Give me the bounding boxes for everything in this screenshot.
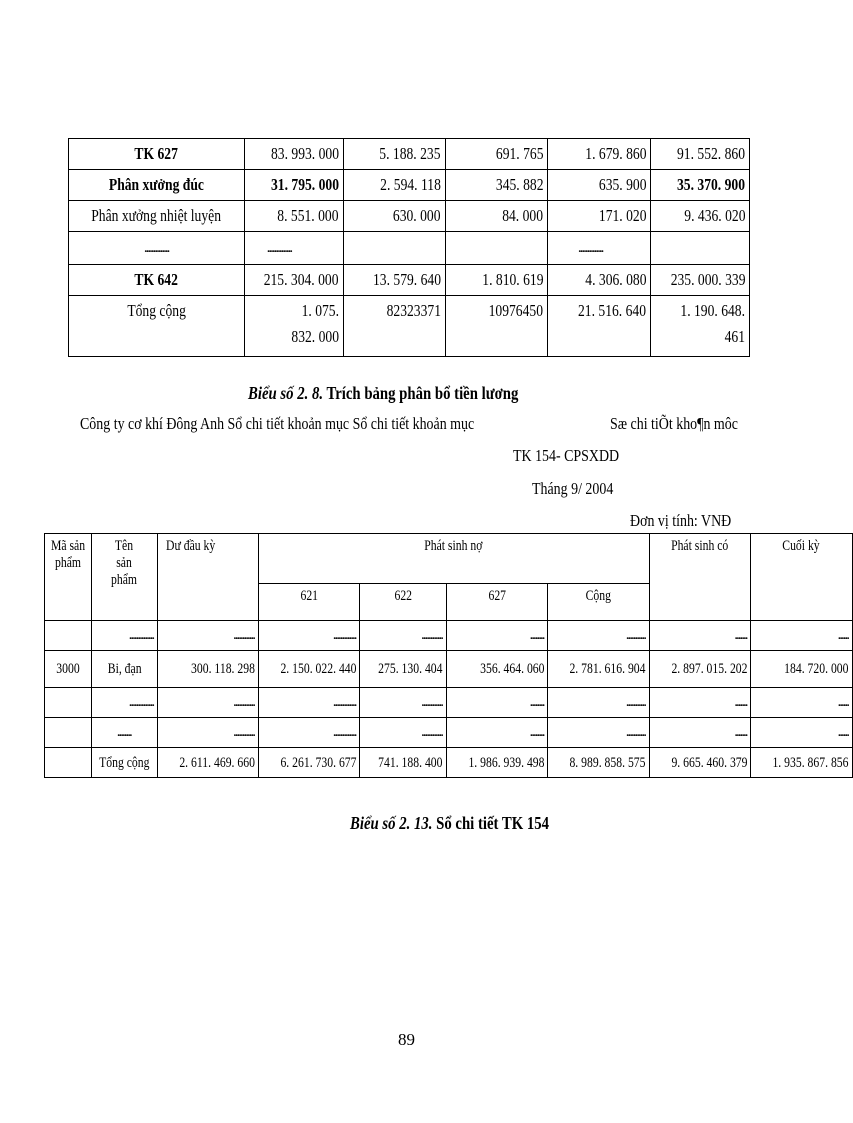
table-row [69,201,750,232]
cell: .............. [578,243,603,255]
cell: 9. 436. 020 [683,206,745,225]
cell: 31. 795. 000 [270,175,339,194]
cell: ............. [333,727,357,739]
cell: ............ [421,727,443,739]
cell: 9. 665. 460. 379 [670,754,748,771]
cell: 215. 304. 000 [263,270,339,289]
cell: 2. 611. 469. 660 [178,754,255,771]
cell: ............ [233,630,255,642]
cell: 1. 075. 832. 000 [291,301,339,346]
header-row [45,534,853,584]
cell: 82323371 [386,301,441,320]
cell: ............ [421,697,443,709]
row-label: TK 627 [134,144,179,163]
cell: 2. 150. 022. 440 [279,661,357,677]
cell: Bi, đạn [107,661,142,677]
header-621: 621 [300,587,318,604]
header-627: 627 [488,587,506,604]
cell: 235. 000. 339 [670,270,745,289]
cell: 1. 935. 867. 856 [772,754,849,771]
cell: 13. 579. 640 [372,270,441,289]
cell: ....... [734,727,748,739]
cell: 184. 720. 000 [784,661,849,677]
header-sum: Cộng [585,587,611,604]
header-opening: Dư đầu kỳ [165,538,215,554]
caption-prefix: Biểu số 2. 8. [248,383,324,403]
cell: 2. 781. 616. 904 [569,661,646,677]
table-row [69,232,750,265]
cell: ........... [626,727,646,739]
page-number: 89 [398,1030,415,1049]
header-debit: Phát sinh nợ [424,538,483,554]
cell: 6. 261. 730. 677 [279,754,357,771]
cell: 4. 306. 080 [585,270,647,289]
cell: 741. 188. 400 [378,754,443,771]
cell: 83. 993. 000 [270,144,339,163]
table-row-total [69,296,750,357]
cell: ........ [530,697,545,709]
cell: ............ [233,727,255,739]
company-line: Công ty cơ khí Đông Anh Sổ chi tiết khoản mục Sổ chi tiết khoản mục [80,414,475,433]
cell: 21. 516. 640 [578,301,647,320]
cell: ........ [530,727,545,739]
cell: .............. [129,697,154,709]
row-label: .............. [144,243,169,255]
caption-allocation [248,383,578,404]
cell: 35. 370. 900 [677,175,745,194]
table-row [69,170,750,201]
cell: ........... [626,697,646,709]
cell: 2. 897. 015. 202 [670,661,748,677]
cell: 356. 464. 060 [479,661,545,677]
row-label: Phân xưởng nhiệt luyện [91,206,222,225]
cell: ........ [530,630,545,642]
garbled-title: Sæ chi tiÕt kho¶n môc [610,414,738,433]
cell: ...... [838,727,849,739]
caption-text: Sổ chi tiết TK 154 [432,813,550,833]
header-closing: Cuối kỳ [782,538,820,554]
caption-text: Trích bảng phân bổ tiền lương [323,383,519,403]
cell: ............. [333,630,357,642]
cell: ...... [838,697,849,709]
cell: 2. 594. 118 [380,175,441,194]
cell: .............. [267,243,292,255]
cell: 635. 900 [598,175,647,194]
unit-line: Đơn vị tính: VNĐ [630,511,732,530]
table-row [69,139,750,170]
month-line: Tháng 9/ 2004 [532,479,614,498]
cell: 1. 986. 939. 498 [467,754,545,771]
cell: 630. 000 [393,206,441,225]
cell: 1. 810. 619 [482,270,544,289]
header-622: 622 [394,587,412,604]
cell: 345. 882 [495,175,544,194]
table-row [45,621,853,651]
table-row [45,718,853,748]
caption-ledger [350,813,593,834]
cell: ............ [233,697,255,709]
cell: ....... [734,630,748,642]
cell: .............. [129,630,154,642]
cell: 84. 000 [502,206,544,225]
header-credit: Phát sinh có [671,538,729,554]
cell: 1. 190. 648. 461 [680,301,745,346]
row-label: TK 642 [134,270,179,289]
header-name: Tên sản phẩm [111,538,138,588]
cell: 8. 989. 858. 575 [569,754,646,771]
account-line: TK 154- CPSXDD [513,446,620,465]
cell: 171. 020 [598,206,647,225]
cell: Tổng cộng [99,754,150,771]
cell: 1. 679. 860 [585,144,647,163]
cell: 8. 551. 000 [277,206,339,225]
cell: ............ [421,630,443,642]
cell: ........ [117,727,132,739]
caption-prefix: Biểu số 2. 13. [350,813,433,833]
cell: 691. 765 [495,144,544,163]
cell: ............. [333,697,357,709]
cell: ...... [838,630,849,642]
ledger-table [44,533,853,778]
cell: 3000 [56,661,80,677]
cell: 10976450 [488,301,544,320]
table-row [69,265,750,296]
cell: 300. 118. 298 [190,661,255,677]
allocation-table [68,138,750,357]
table-row-total [45,748,853,778]
cell: ....... [734,697,748,709]
cell: 5. 188. 235 [379,144,441,163]
row-label: Phân xưởng đúc [109,175,205,194]
cell: 275. 130. 404 [378,661,443,677]
row-label: Tổng cộng [127,301,186,320]
cell: 91. 552. 860 [677,144,745,163]
table-row [45,688,853,718]
header-code: Mã sản phẩm [50,538,86,571]
table-row [45,651,853,688]
cell: ........... [626,630,646,642]
